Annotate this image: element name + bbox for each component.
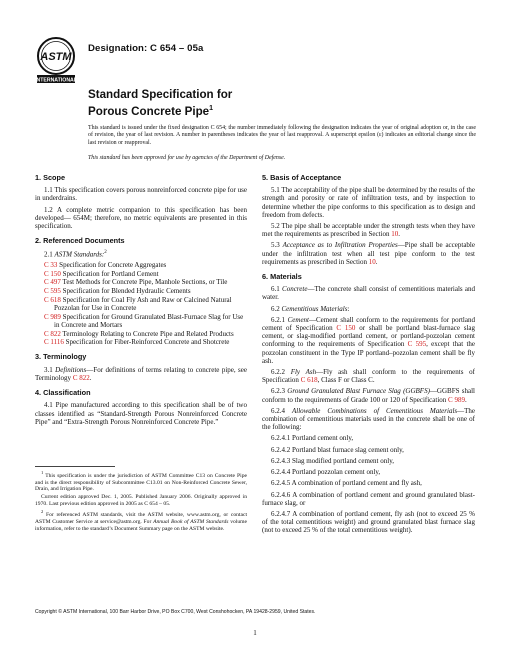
paragraph-6-1: 6.1 Concrete—The concrete shall consist of cementitious materials and water. [262,285,475,302]
reference-link[interactable]: C 822 [44,329,61,338]
paragraph-6-2-2: 6.2.2 Fly Ash—Fly ash shall conform to the requirements of Specification C 618, Class F or Class C. [262,368,475,385]
reference-link[interactable]: C 989 [44,312,61,321]
reference-link[interactable]: C 618 [300,376,318,385]
reference-item: C 822 Terminology Relating to Concrete Pipe and Related Products [44,329,234,338]
section-heading-terminology: 3. Terminology [35,352,87,362]
list-item: 6.2.4.6 A combination of portland cement and ground granulated blast-furnace slag, or [262,490,475,507]
reference-link[interactable]: C 150 [336,324,356,333]
reference-item: C 33 Specification for Concrete Aggregates [44,260,167,269]
reference-item: C 1116 Specification for Fiber-Reinforced Concrete and Shotcrete [44,338,230,347]
title-line-1: Standard Specification for [88,88,233,101]
section-link[interactable]: 10 [368,257,376,266]
designation: Designation: C 654 – 05a [88,43,204,54]
page-title [88,88,448,118]
section-heading-scope: 1. Scope [35,173,66,182]
left-column [35,174,247,429]
reference-list [35,261,247,347]
paragraph-6-2: 6.2 Cementitious Materials: [271,304,350,313]
section-heading-materials: 6. Materials [262,272,302,282]
paragraph-6-2-1: 6.2.1 Cement—Cement shall conform to the requirements for portland cement of Specification C 150 or shall be portland blast-furnace slag cement, or slag-modified portland cement, or portland-pozzolan cement conforming to the requirements of Specification C 595, except that the pozzolan constituent in the Type IP portland–pozzolan cement shall be fly ash. [262,315,476,365]
paragraph-5-1: 5.1 The acceptability of the pipe shall be determined by the results of the strength and porosity or rate of infiltration tests, and by inspection to determine whether the pipe conforms to this specification as to design and freedom from defects. [262,186,475,219]
section-heading-classification: 4. Classification [35,388,91,398]
page-number: 1 [253,629,257,637]
paragraph-5-2: 5.2 The pipe shall be acceptable under the strength tests when they have met the requirements as prescribed in Section 10. [262,222,475,239]
footnote-1: $^1$ This specification is under the jurisdiction of ASTM Committee C13 on Concrete Pipe and is the direct responsibility of Subcommittee C13.01 on Non-Reinforced Concrete Sewer, Drain, and Irrigation Pipe. [35,470,247,493]
reference-link[interactable]: C 595 [44,287,61,296]
right-column [262,174,475,538]
list-item: 6.2.4.2 Portland blast furnace slag cement only, [271,445,404,454]
svg-text:INTERNATIONAL: INTERNATIONAL [35,77,77,84]
reference-item: C 618 Specification for Coal Fly Ash and Raw or Calcined Natural Pozzolan for Use in Concrete [44,295,232,312]
reference-link[interactable]: C 989 [448,395,465,404]
svg-text:ASTM: ASTM [40,51,72,63]
reference-link[interactable]: C 33 [44,260,58,269]
paragraph-4-1: 4.1 Pipe manufactured according to this specification shall be of two classes identified as “Standard-Strength Porous Nonreinforced Concrete Pipe” and “Extra-Strength Porous Nonreinforced Concrete Pipe.” [35,401,247,426]
list-item: 6.2.4.3 Slag modified portland cement only, [271,456,394,465]
list-item: 6.2.4.5 A combination of portland cement and fly ash, [271,479,422,488]
reference-link[interactable]: C 497 [44,278,61,287]
footnote-divider [35,466,115,467]
astm-standards-label: 2.1 ASTM Standards:$^2$ [44,250,107,259]
astm-logo [34,36,78,86]
reference-link[interactable]: C 1116 [44,338,64,347]
reference-link[interactable]: C 618 [44,295,61,304]
footnotes [35,470,247,534]
list-item: 6.2.4.1 Portland cement only, [271,434,354,443]
reference-item: C 150 Specification for Portland Cement [44,269,159,278]
reference-item: C 989 Specification for Ground Granulated Blast-Furnace Slag for Use in Concrete and Mortars [44,312,244,329]
section-heading-basis-of-acceptance: 5. Basis of Acceptance [262,173,342,182]
section-link[interactable]: 10 [391,230,399,239]
list-item: 6.2.4.7 A combination of portland cement, fly ash (not to exceed 25 % of the total cementitious weight) and ground granulated blast furnace slag (not to exceed 25 % of the total cementitious weight). [262,509,475,535]
section-heading-referenced-documents: 2. Referenced Documents [35,236,125,246]
paragraph-1-1: 1.1 This specification covers porous nonreinforced concrete pipe for use in underdrains. [35,186,247,203]
defense-note: This standard has been approved for use by agencies of the Department of Defense. [88,155,286,161]
paragraph-3-1: 3.1 Definitions—For definitions of terms relating to concrete pipe, see Terminology C 822. [35,365,247,382]
footnote-1-edition: Current edition approved Dec. 1, 2005. Published January 2006. Originally approved in 1970. Last previous edition approved in 2005 as C 654 – 05. [35,494,247,508]
combination-list [262,434,475,534]
paragraph-5-3: 5.3 Acceptance as to Infiltration Properties—Pipe shall be acceptable under the infiltration test when all test pipe conform to the test requirements as prescribed in Section 10. [262,241,475,266]
footnote-2: $^2$ For referenced ASTM standards, visit the ASTM website, www.astm.org, or contact ASTM Customer Service at service@astm.org. For Annual Book of ASTM Standards volume information, refer to the standard’s Document Summary page on the ASTM website. [35,509,247,532]
reference-item: C 595 Specification for Blended Hydraulic Cements [44,287,191,296]
paragraph-6-2-4: 6.2.4 Allowable Combinations of Cementitious Materials—The combination of cementitious materials used in the concrete shall be one of the following: [262,406,475,432]
copyright-line: Copyright © ASTM International, 100 Barr Harbor Drive, PO Box C700, West Conshohocken, PA 19428-2959, United States. [35,609,316,615]
reference-item: C 497 Test Methods for Concrete Pipe, Manhole Sections, or Tile [44,278,228,287]
issued-note: This standard is issued under the fixed designation C 654; the number immediately following the designation indicates the year of original adoption or, in the case of revision, the year of last revision. A number in parentheses indicates the year of last reapproval. A superscript epsilon (ε) indicates an editorial change since the last revision or reapproval. [88,125,476,146]
reference-link[interactable]: C 150 [44,269,61,278]
list-item: 6.2.4.4 Portland pozzolan cement only, [271,468,381,477]
paragraph-1-2: 1.2 A complete metric companion to this specification has been developed— 654M; therefore, no metric equivalents are presented in this specification. [35,205,247,231]
paragraph-6-2-3: 6.2.3 Ground Granulated Blast Furnace Slag (GGBFS)—GGBFS shall conform to the requirements of Grade 100 or 120 of Specification C 989. [262,387,475,404]
title-line-2: Porous Concrete Pipe$^1$ [88,104,214,118]
reference-link[interactable]: C 822 [72,373,90,382]
title-footnote-marker: 1 [209,104,214,112]
reference-link[interactable]: C 595 [407,340,427,349]
